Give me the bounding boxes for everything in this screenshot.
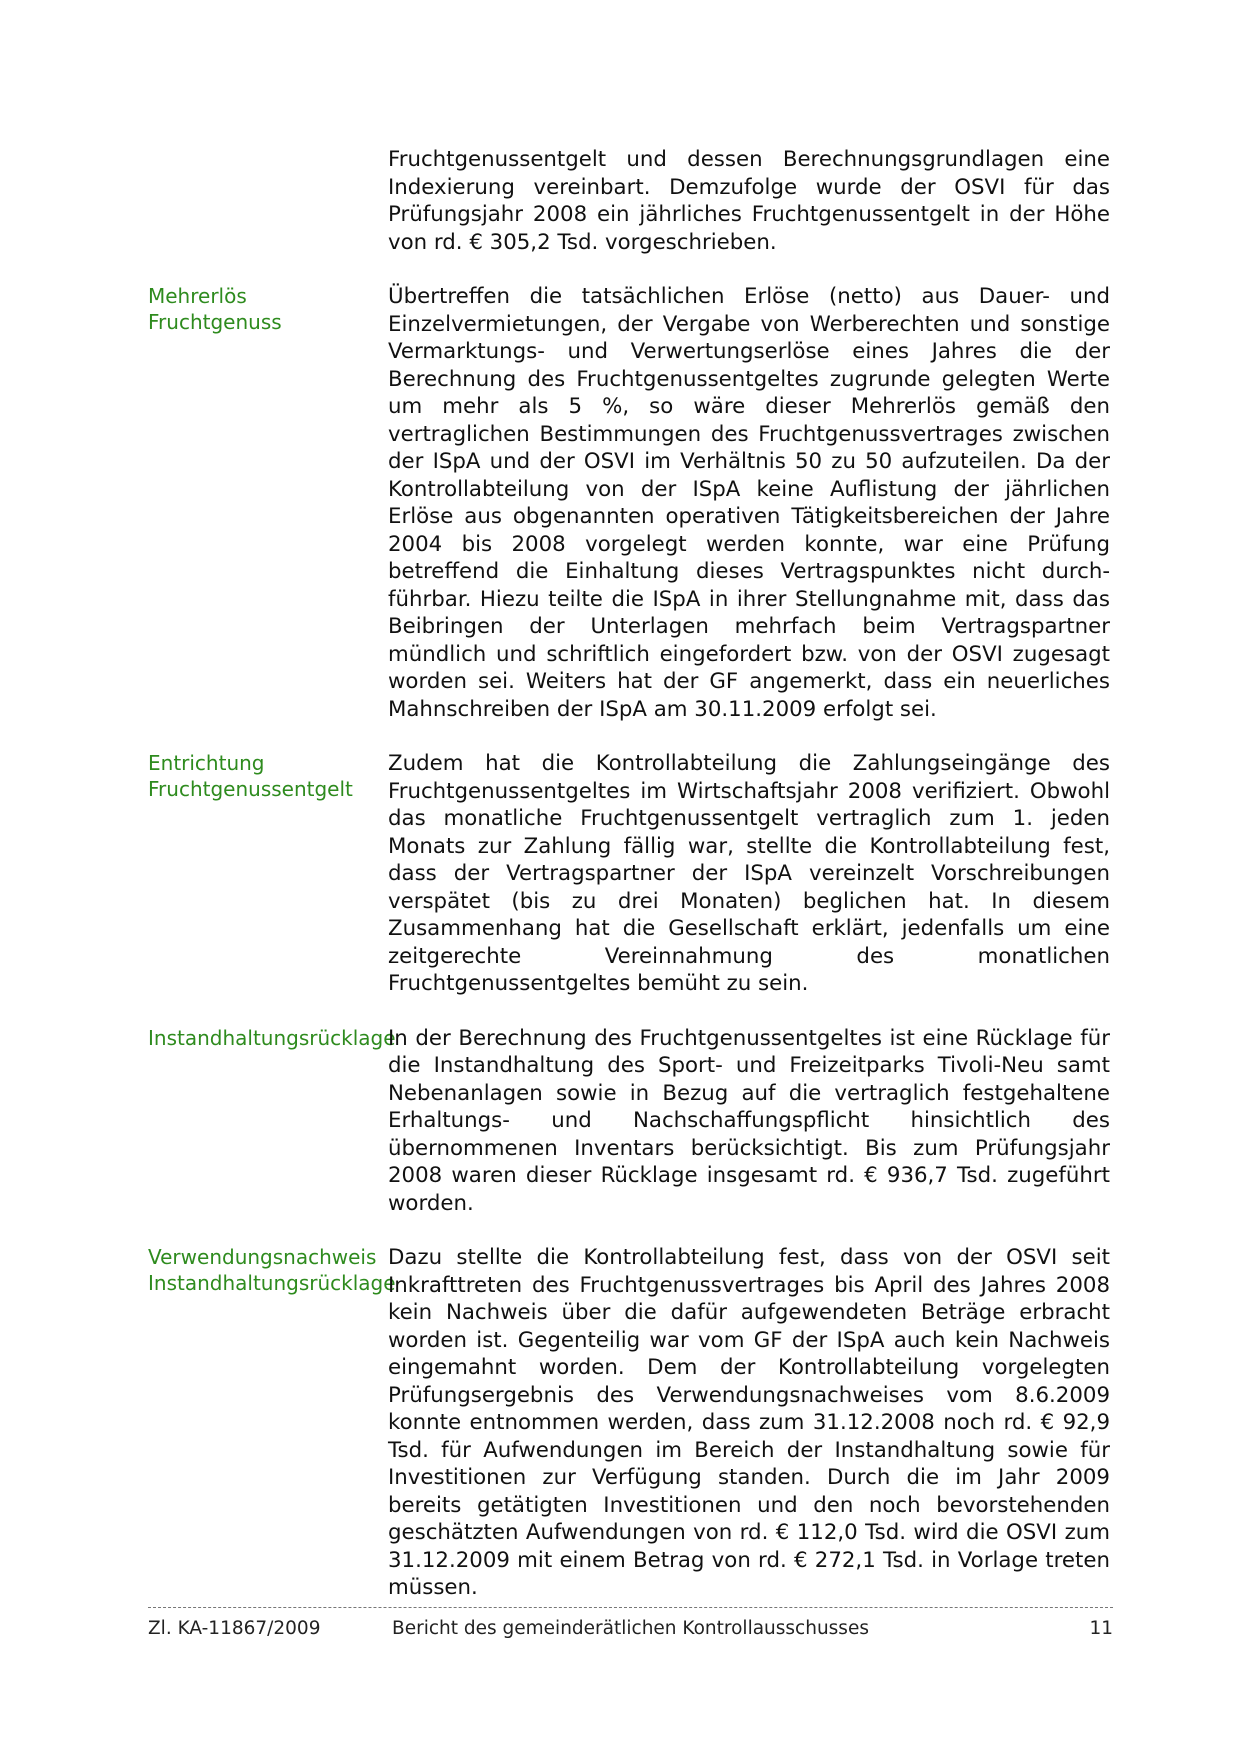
side-heading [148, 750, 388, 998]
side-heading-line: Fruchtgenussentgelt [148, 776, 353, 801]
section-verwendungsnachweis [148, 1244, 1113, 1602]
footer-page-number: 11 [1089, 1618, 1113, 1639]
side-heading-line: Mehrerlös [148, 284, 247, 308]
body-paragraph: Zudem hat die Kontrollabteilung die Zahlungseingänge des Fruchtgenussentgeltes im Wirtschaftsjahr 2008 verifiziert. Obwohl das monatliche Fruchtgenussentgelt vertraglich zum 1. jeden Monats zur Zahlung fällig war, stellte die Kontrollabteilung fest, dass der Vertragspartner der ISpA vereinzelt Vorschreibungen verspätet (bis zu drei Monaten) beglichen hat. In diesem Zusammenhang hat die Gesellschaft erklärt, jedenfalls um eine zeitgerechte Vereinnahmung des monatlichen Fruchtgenussentgeltes bemüht zu sein. [388, 751, 1110, 996]
page-content [148, 146, 1113, 1629]
section-mehrerloes [148, 283, 1113, 723]
body-paragraph: Fruchtgenussentgelt und dessen Berechnungsgrundlagen eine Indexierung vereinbart. Demzufolge wurde der OSVI für das Prüfungsjahr 2008 ein jährliches Fruchtgenussentgelt in der Höhe von rd. € 305,2 Tsd. vorgeschrieben. [388, 147, 1110, 255]
section-instandhaltung [148, 1025, 1113, 1218]
side-heading [148, 1025, 396, 1218]
footer-title: Bericht des gemeinderätlichen Kontrollausschusses [392, 1618, 869, 1639]
side-heading-line: Verwendungsnachweis [148, 1245, 377, 1269]
side-heading-line: Fruchtgenuss [148, 309, 282, 334]
body-paragraph: Übertreffen die tatsächlichen Erlöse (netto) aus Dauer- und Einzelvermietungen, der Vergabe von Werberechten und sonstige Vermarktungs- und Verwertungserlöse eines Jahres die der Berechnung des Fruchtgenussentgeltes zugrunde gelegten Werte um mehr als 5 %, so wäre dieser Mehrerlös gemäß den vertraglichen Bestimmungen des Fruchtgenussvertrages zwischen der ISpA und der OSVI im Verhältnis 50 zu 50 aufzuteilen. Da der Kontrollabteilung von der ISpA keine Auflistung der jährlichen Erlöse aus obgenannten operativen Tätigkeitsbereichen der Jahre 2004 bis 2008 vorgelegt werden konnte, war eine Prüfung betreffend die Einhaltung dieses Vertragspunktes nicht durchführbar. Hiezu teilte die ISpA in ihrer Stellungnahme mit, dass das Beibringen der Unterlagen mehrfach beim Vertragspartner mündlich und schriftlich eingefordert bzw. von der OSVI zugesagt worden sei. Weiters hat der GF angemerkt, dass ein neuerliches Mahnschreiben der ISpA am 30.11.2009 erfolgt sei. [388, 284, 1110, 722]
side-heading [148, 1244, 396, 1602]
side-heading-line: Instandhaltungsrücklage [148, 1270, 396, 1295]
body-paragraph: In der Berechnung des Fruchtgenussentgeltes ist eine Rücklage für die Instandhaltung des Sport- und Freizeitparks Tivoli-Neu samt Nebenanlagen sowie in Bezug auf die vertraglich festgehaltene Erhaltungs- und Nachschaffungspflicht hinsichtlich des übernommenen Inventars berücksichtigt. Bis zum Prüfungsjahr 2008 waren dieser Rücklage insgesamt rd. € 936,7 Tsd. zugeführt worden. [388, 1025, 1110, 1216]
side-heading-line: Entrichtung [148, 751, 265, 775]
body-paragraph: Dazu stellte die Kontrollabteilung fest, dass von der OSVI seit Inkrafttreten des Fruchtgenussvertrages bis April des Jahres 2008 kein Nachweis über die dafür aufgewendeten Beträge erbracht worden ist. Gegenteilig war vom GF der ISpA auch kein Nachweis eingemahnt worden. Dem der Kontrollabteilung vorgelegten Prüfungsergebnis des Verwendungsnachweises vom 8.6.2009 konnte entnommen werden, dass zum 31.12.2008 noch rd. € 92,9 Tsd. für Aufwendungen im Bereich der Instandhaltung sowie für Investitionen zur Verfügung standen. Durch die im Jahr 2009 bereits getätigten Investitionen und den noch bevorstehenden geschätzten Aufwendungen von rd. € 112,0 Tsd. wird die OSVI zum 31.12.2009 mit einem Betrag von rd. € 272,1 Tsd. in Vorlage treten müssen. [388, 1245, 1110, 1600]
side-heading [148, 146, 388, 256]
page-footer [148, 1607, 1113, 1639]
section-entrichtung [148, 750, 1113, 998]
section-intro [148, 146, 1113, 256]
footer-reference: Zl. KA-11867/2009 [148, 1618, 321, 1639]
side-heading-line: Instandhaltungsrücklage [148, 1025, 396, 1050]
side-heading [148, 283, 388, 723]
